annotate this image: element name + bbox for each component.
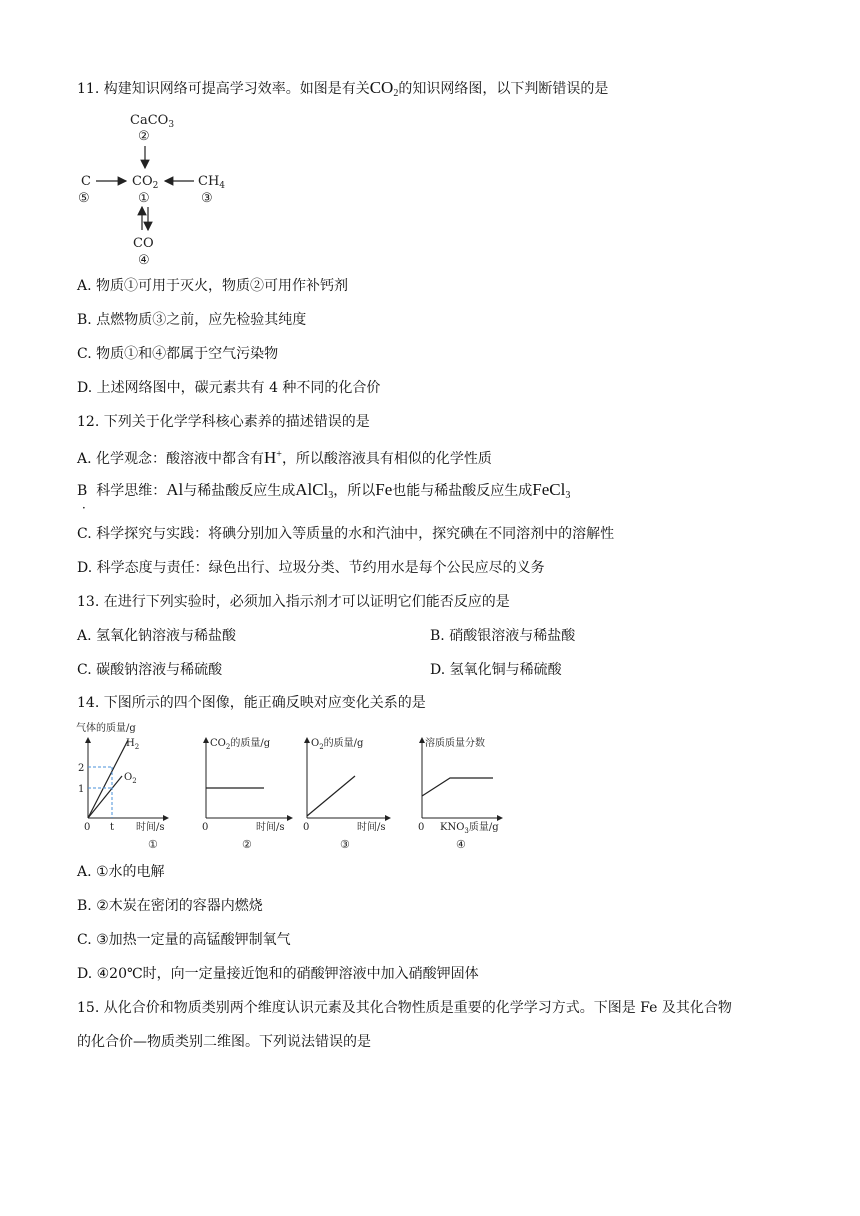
node-caco3: CaCO$_3$: [130, 113, 175, 130]
co2-formula: $CO_2$: [369, 78, 399, 99]
graph-1-num: ①: [148, 838, 158, 851]
graph-1-h2-line: [88, 740, 128, 818]
graph-3-xlabel: 时间/s: [357, 822, 386, 833]
graph-1-xlabel: 时间/s: [136, 822, 165, 833]
q13-option-c: C. 碳酸钠溶液与稀硫酸: [77, 662, 223, 678]
q13-stem: 13. 在进行下列实验时，必须加入指示剂才可以证明它们能否反应的是: [77, 594, 510, 610]
q14-option-c: C. ③加热一定量的高锰酸钾制氧气: [77, 932, 291, 948]
q11-option-b: B. 点燃物质③之前，应先检验其纯度: [77, 312, 307, 328]
q14-stem: 14. 下图所示的四个图像，能正确反映对应变化关系的是: [77, 695, 426, 711]
q14-option-a: A. ①水的电解: [77, 864, 165, 880]
graph-1-tick-t: t: [110, 822, 115, 833]
q14-option-d: D. ④20℃时，向一定量接近饱和的硝酸钾溶液中加入硝酸钾固体: [77, 966, 479, 982]
graph-3-ylabel: $O_2$的质量/g: [311, 738, 364, 751]
q12-option-b: B 科学思维：Al与稀盐酸反应生成AlCl$_3$，所以Fe也能与稀盐酸反应生成FeCl$_3$: [77, 480, 571, 501]
co2-network-diagram: [70, 108, 240, 268]
graph-1-o2-label: $O_2$: [124, 772, 137, 785]
graph-2-origin: 0: [202, 822, 209, 833]
q12-option-a: A. 化学观念：酸溶液中都含有H+，所以酸溶液具有相似的化学性质: [77, 448, 492, 467]
node-5-num: ⑤: [78, 191, 90, 206]
graph-3-num: ③: [340, 838, 350, 851]
graph-4: [418, 736, 502, 851]
graph-4-line: [422, 778, 493, 796]
graph-3-line: [307, 776, 355, 816]
node-c: C: [81, 174, 91, 189]
graph-2-num: ②: [242, 838, 252, 851]
q11-option-d: D. 上述网络图中，碳元素共有 4 种不同的化合价: [77, 380, 381, 396]
graph-1-origin: 0: [84, 822, 91, 833]
node-2-num: ②: [138, 129, 150, 144]
q14-option-b: B. ②木炭在密闭的容器内燃烧: [77, 898, 263, 914]
q11-stem: 11. 构建知识网络可提高学习效率。如图是有关$CO_2$的知识网络图，以下判断错误的是: [77, 78, 609, 99]
graph-1-o2-line: [88, 776, 122, 818]
graph-2: [202, 736, 292, 851]
node-1-num: ①: [138, 191, 150, 206]
graph-4-xlabel: $KNO_3$质量/g: [440, 822, 499, 835]
node-3-num: ③: [201, 191, 213, 206]
q12-option-d: D. 科学态度与责任：绿色出行、垃圾分类、节约用水是每个公民应尽的义务: [77, 560, 545, 576]
graph-3-origin: 0: [303, 822, 310, 833]
graph-1-ylabel: 气体的质量/g: [76, 723, 136, 734]
q12-option-c: C. 科学探究与实践：将碘分别加入等质量的水和汽油中，探究碘在不同溶剂中的溶解性: [77, 526, 615, 542]
q11-option-c: C. 物质①和④都属于空气污染物: [77, 346, 279, 362]
graph-3: [303, 736, 390, 851]
graph-1: [76, 721, 168, 851]
q15-stem-line1: 15. 从化合价和物质类别两个维度认识元素及其化合物性质是重要的化学学习方式。下图是 Fe 及其化合物: [77, 1000, 732, 1016]
q12-stem: 12. 下列关于化学学科核心素养的描述错误的是: [77, 414, 370, 430]
graph-1-tick-2: 2: [78, 763, 85, 774]
graph-4-num: ④: [456, 838, 466, 851]
node-co: CO: [133, 236, 154, 251]
graph-2-xlabel: 时间/s: [256, 822, 285, 833]
q11-option-a: A. 物质①可用于灭火，物质②可用作补钙剂: [77, 278, 349, 294]
graph-4-origin: 0: [418, 822, 425, 833]
h-plus-ion: H+: [264, 448, 282, 467]
graph-1-tick-1: 1: [78, 784, 85, 795]
q12-b-dot: ．: [82, 497, 95, 511]
q13-option-a: A. 氢氧化钠溶液与稀盐酸: [77, 628, 237, 644]
node-co2: $CO_2$: [132, 174, 159, 191]
q13-option-d: D. 氢氧化铜与稀硫酸: [430, 662, 562, 678]
graph-2-ylabel: $CO_2$的质量/g: [210, 738, 271, 751]
graph-4-ylabel: 溶质质量分数: [425, 738, 485, 749]
q13-option-b: B. 硝酸银溶液与稀盐酸: [430, 628, 576, 644]
node-ch4: $CH_4$: [198, 174, 226, 191]
node-4-num: ④: [138, 253, 150, 268]
q15-stem-line2: 的化合价—物质类别二维图。下列说法错误的是: [77, 1034, 371, 1050]
graph-1-h2-label: $H_2$: [126, 738, 140, 751]
q14-graphs: [70, 718, 510, 858]
